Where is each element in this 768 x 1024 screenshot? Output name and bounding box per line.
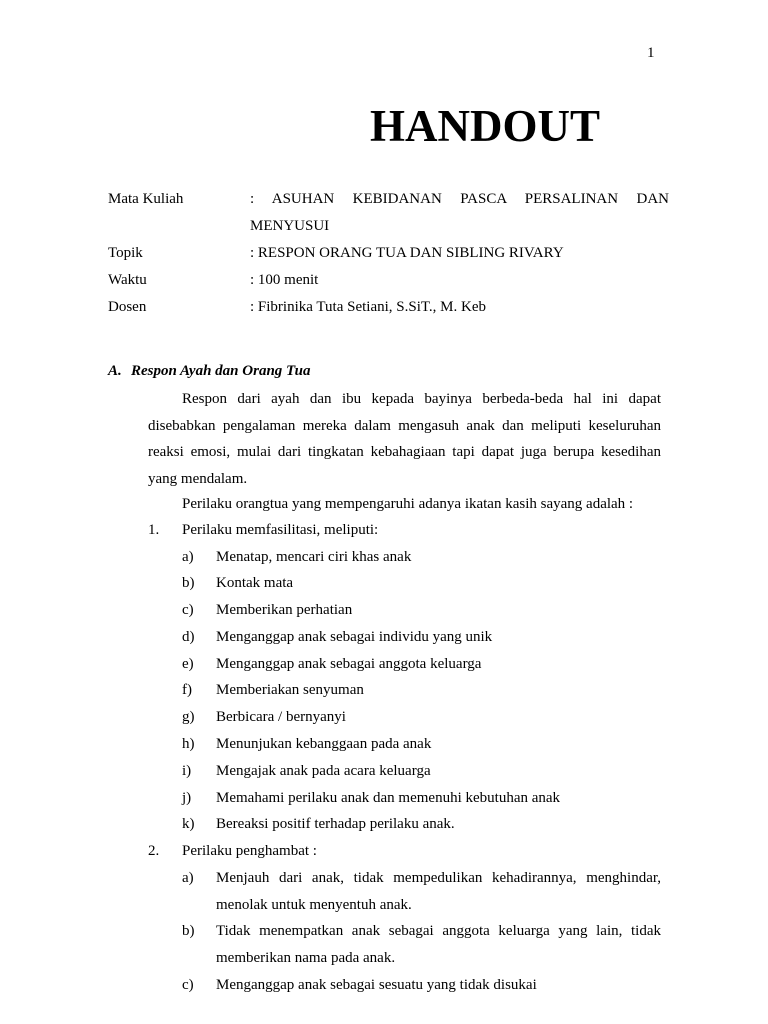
list-item-text: Memberikan perhatian bbox=[216, 602, 353, 619]
list-item-marker: a) bbox=[182, 548, 194, 565]
list-item-text: Menunjukan kebanggaan pada anak bbox=[216, 736, 432, 753]
list-item-text: Menganggap anak sebagai sesuatu yang tidak disukai bbox=[216, 976, 537, 993]
list-item-text: Mengajak anak pada acara keluarga bbox=[216, 762, 431, 779]
list-item-marker: j) bbox=[182, 789, 192, 806]
list-item-text: Bereaksi positif terhadap perilaku anak. bbox=[216, 816, 455, 833]
topic-value: : RESPON ORANG TUA DAN SIBLING RIVARY bbox=[250, 245, 564, 261]
lecturer-row bbox=[108, 294, 669, 321]
course-value bbox=[250, 186, 669, 240]
sub-list bbox=[148, 865, 661, 999]
numbered-list bbox=[148, 517, 661, 999]
list-item-text: Memberiakan senyuman bbox=[216, 682, 364, 699]
numbered-item bbox=[148, 517, 661, 544]
time-value: : 100 menit bbox=[250, 272, 319, 288]
list-item-marker: g) bbox=[182, 709, 195, 726]
list-item bbox=[148, 918, 661, 972]
list-item-text: Memahami perilaku anak dan memenuhi kebutuhan anak bbox=[216, 789, 561, 806]
sub-list bbox=[148, 544, 661, 839]
list-item-marker: b) bbox=[182, 923, 195, 940]
list-item-marker: f) bbox=[182, 682, 192, 699]
course-info bbox=[108, 186, 669, 321]
topic-row bbox=[108, 240, 669, 267]
list-item-marker: d) bbox=[182, 628, 195, 645]
time-label: Waktu bbox=[108, 272, 147, 288]
list-item-marker: c) bbox=[182, 602, 194, 619]
list-item bbox=[148, 677, 661, 704]
numbered-label: Perilaku memfasilitasi, meliputi: bbox=[182, 522, 379, 538]
list-item bbox=[148, 597, 661, 624]
list-item-text: Menjauh dari anak, tidak mempedulikan kehadirannya, menghindar, menolak untuk menyentuh anak. bbox=[216, 869, 661, 913]
list-item-marker: h) bbox=[182, 736, 195, 753]
section-heading bbox=[108, 359, 310, 383]
course-row bbox=[108, 186, 669, 240]
list-item-marker: c) bbox=[182, 976, 194, 993]
list-item bbox=[148, 704, 661, 731]
lecturer-value: : Fibrinika Tuta Setiani, S.SiT., M. Keb bbox=[250, 299, 486, 315]
section-letter: A. bbox=[108, 363, 122, 379]
numbered-item bbox=[148, 838, 661, 865]
paragraph: Respon dari ayah dan ibu kepada bayinya berbeda-beda hal ini dapat disebabkan pengalaman mereka dalam mengasuh anak dan meliputi keseluruhan reaksi emosi, mulai dari tingkatan kebahagiaan tapi dapat juga berupa kesedihan yang mendalam. bbox=[148, 391, 661, 487]
list-item-marker: b) bbox=[182, 575, 195, 592]
list-item bbox=[148, 731, 661, 758]
list-item bbox=[148, 785, 661, 812]
list-item bbox=[148, 758, 661, 785]
list-item bbox=[148, 624, 661, 651]
list-item-text: Kontak mata bbox=[216, 575, 294, 592]
list-item-marker: e) bbox=[182, 655, 194, 672]
list-item bbox=[148, 865, 661, 919]
list-item bbox=[148, 651, 661, 678]
section-heading-text: Respon Ayah dan Orang Tua bbox=[131, 363, 311, 379]
list-item bbox=[148, 544, 661, 571]
numbered-marker: 2. bbox=[148, 843, 160, 860]
list-item-marker: a) bbox=[182, 869, 194, 886]
topic-label: Topik bbox=[108, 245, 143, 261]
list-item-text: Tidak menempatkan anak sebagai anggota keluarga yang lain, tidak memberikan nama pada anak. bbox=[216, 923, 661, 967]
list-item-text: Menganggap anak sebagai individu yang unik bbox=[216, 628, 493, 645]
list-item bbox=[148, 570, 661, 597]
lecturer-label: Dosen bbox=[108, 299, 147, 315]
course-value-line2: MENYUSUI bbox=[250, 218, 330, 234]
time-row bbox=[108, 267, 669, 294]
numbered-marker: 1. bbox=[148, 522, 160, 538]
course-value-line1: : ASUHAN KEBIDANAN PASCA PERSALINAN DAN bbox=[250, 191, 669, 207]
list-item bbox=[148, 811, 661, 838]
numbered-label: Perilaku penghambat : bbox=[182, 843, 317, 860]
list-item-marker: k) bbox=[182, 816, 195, 833]
list-item bbox=[148, 972, 661, 999]
course-label: Mata Kuliah bbox=[108, 191, 184, 207]
paragraph: Perilaku orangtua yang mempengaruhi adanya ikatan kasih sayang adalah : bbox=[182, 496, 634, 512]
page-title: HANDOUT bbox=[370, 101, 601, 151]
section-body bbox=[148, 386, 661, 999]
list-item-text: Menatap, mencari ciri khas anak bbox=[216, 548, 412, 565]
page-number: 1 bbox=[647, 45, 655, 61]
list-item-text: Berbicara / bernyanyi bbox=[216, 709, 346, 726]
list-item-text: Menganggap anak sebagai anggota keluarga bbox=[216, 655, 482, 672]
list-item-marker: i) bbox=[182, 762, 192, 779]
